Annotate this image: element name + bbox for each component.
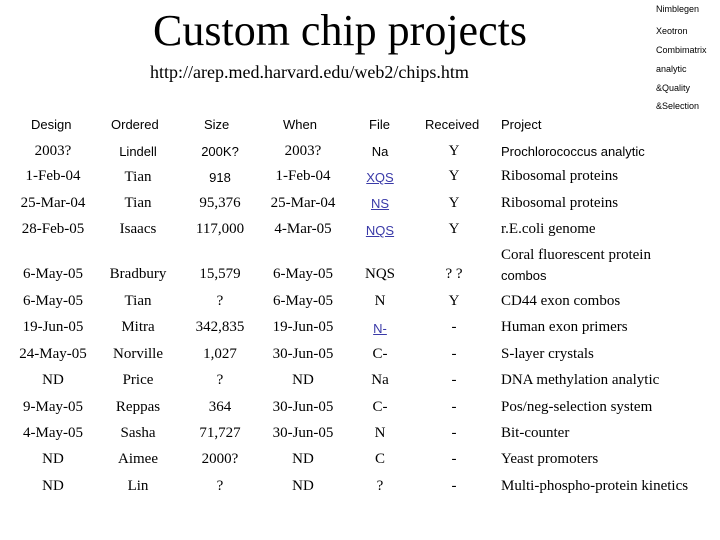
project-name: r.E.coli genome: [501, 221, 596, 237]
project-name: Coral fluorescent protein: [501, 247, 651, 263]
column-header-project: Project: [501, 117, 542, 132]
ordered-by: Sasha: [120, 425, 156, 441]
legend-item: Xeotron: [656, 26, 688, 36]
received-status: -: [451, 346, 457, 362]
project-name: S-layer crystals: [501, 346, 594, 362]
file-link[interactable]: NQS: [365, 223, 395, 238]
file-link[interactable]: N-: [373, 321, 387, 336]
chip-size: ?: [216, 478, 224, 494]
when-date: ND: [292, 372, 314, 388]
legend-item: &Quality: [656, 83, 691, 93]
when-date: 2003?: [284, 143, 322, 159]
file-link[interactable]: XQS: [366, 170, 394, 185]
received-status: -: [451, 478, 457, 494]
project-name: Prochlorococcus analytic: [501, 144, 645, 159]
when-date: 30-Jun-05: [272, 346, 334, 362]
received-status: -: [451, 451, 457, 467]
when-date: 1-Feb-04: [275, 168, 331, 184]
page-title: Custom chip projects: [153, 6, 527, 55]
chip-size: ?: [216, 372, 224, 388]
file-code: N: [374, 425, 386, 441]
page-url: http://arep.med.harvard.edu/web2/chips.htm: [150, 62, 469, 82]
legend-item: &Selection: [656, 101, 700, 111]
chip-size: 200K?: [201, 144, 239, 159]
file-code: C-: [372, 399, 388, 415]
received-status: -: [451, 399, 457, 415]
received-status: ? ?: [445, 266, 463, 282]
when-date: 6-May-05: [273, 293, 333, 309]
file-code: Na: [371, 372, 389, 388]
when-date: ND: [292, 451, 314, 467]
received-status: -: [451, 319, 457, 335]
ordered-by: Lindell: [119, 144, 157, 159]
design-date: 28-Feb-05: [21, 221, 85, 237]
column-header-file: File: [369, 117, 390, 132]
chip-size: 95,376: [199, 195, 241, 211]
chip-size: 117,000: [195, 221, 245, 237]
design-date: 1-Feb-04: [25, 168, 81, 184]
design-date: 2003?: [34, 143, 72, 159]
legend-item: Combimatrix: [656, 45, 707, 55]
received-status: -: [451, 425, 457, 441]
chip-size: 1,027: [203, 346, 237, 362]
chip-size: 342,835: [195, 319, 245, 335]
ordered-by: Tian: [124, 293, 152, 309]
design-date: 24-May-05: [19, 346, 87, 362]
ordered-by: Bradbury: [109, 266, 167, 282]
when-date: 30-Jun-05: [272, 425, 334, 441]
project-name: Multi-phospho-protein kinetics: [501, 478, 689, 494]
ordered-by: Price: [122, 372, 154, 388]
column-header-ordered: Ordered: [111, 117, 159, 132]
ordered-by: Lin: [127, 478, 149, 494]
chip-size: 2000?: [201, 451, 239, 467]
received-status: Y: [448, 221, 460, 237]
design-date: ND: [42, 372, 64, 388]
ordered-by: Tian: [124, 169, 152, 185]
design-date: 9-May-05: [23, 399, 83, 415]
design-date: 25-Mar-04: [20, 195, 86, 211]
file-code: NQS: [364, 266, 395, 282]
column-header-design: Design: [31, 117, 72, 132]
ordered-by: Isaacs: [119, 221, 157, 237]
when-date: 6-May-05: [273, 266, 333, 282]
received-status: Y: [448, 168, 460, 184]
file-code: C-: [372, 346, 388, 362]
file-code: N: [374, 293, 386, 309]
when-date: 30-Jun-05: [272, 399, 334, 415]
design-date: 6-May-05: [23, 293, 83, 309]
ordered-by: Tian: [124, 195, 152, 211]
chip-size: 15,579: [199, 266, 241, 282]
legend-item: Nimblegen: [656, 4, 700, 14]
received-status: Y: [448, 293, 460, 309]
project-name: Yeast promoters: [501, 451, 599, 467]
project-name: Human exon primers: [501, 319, 628, 335]
ordered-by: Norville: [113, 346, 163, 362]
project-name: Pos/neg-selection system: [501, 399, 653, 415]
column-header-size: Size: [204, 117, 230, 132]
project-name: Ribosomal proteins: [501, 168, 619, 184]
column-header-when: When: [283, 117, 317, 132]
design-date: 19-Jun-05: [22, 319, 84, 335]
column-header-received: Received: [425, 117, 480, 132]
project-name-continued: combos: [501, 268, 547, 283]
project-name: Bit-counter: [501, 425, 570, 441]
file-code: C: [374, 451, 385, 467]
design-date: ND: [42, 478, 64, 494]
legend-item: analytic: [656, 64, 687, 74]
when-date: 25-Mar-04: [270, 195, 336, 211]
design-date: 4-May-05: [23, 425, 83, 441]
ordered-by: Aimee: [118, 451, 158, 467]
chip-size: 918: [209, 170, 231, 185]
when-date: 19-Jun-05: [272, 319, 334, 335]
received-status: -: [451, 372, 457, 388]
ordered-by: Reppas: [115, 399, 161, 415]
received-status: Y: [448, 143, 460, 159]
project-name: Ribosomal proteins: [501, 195, 619, 211]
design-date: 6-May-05: [23, 266, 83, 282]
file-code: Na: [371, 144, 389, 159]
file-link[interactable]: NS: [370, 196, 390, 211]
chip-size: 71,727: [199, 425, 241, 441]
ordered-by: Mitra: [121, 319, 155, 335]
project-name: DNA methylation analytic: [501, 372, 660, 388]
design-date: ND: [42, 451, 64, 467]
when-date: 4-Mar-05: [274, 221, 332, 237]
when-date: ND: [292, 478, 314, 494]
received-status: Y: [448, 195, 460, 211]
chip-size: 364: [208, 399, 232, 415]
project-name: CD44 exon combos: [501, 293, 621, 309]
file-code: ?: [376, 478, 384, 494]
chip-size: ?: [216, 293, 224, 309]
